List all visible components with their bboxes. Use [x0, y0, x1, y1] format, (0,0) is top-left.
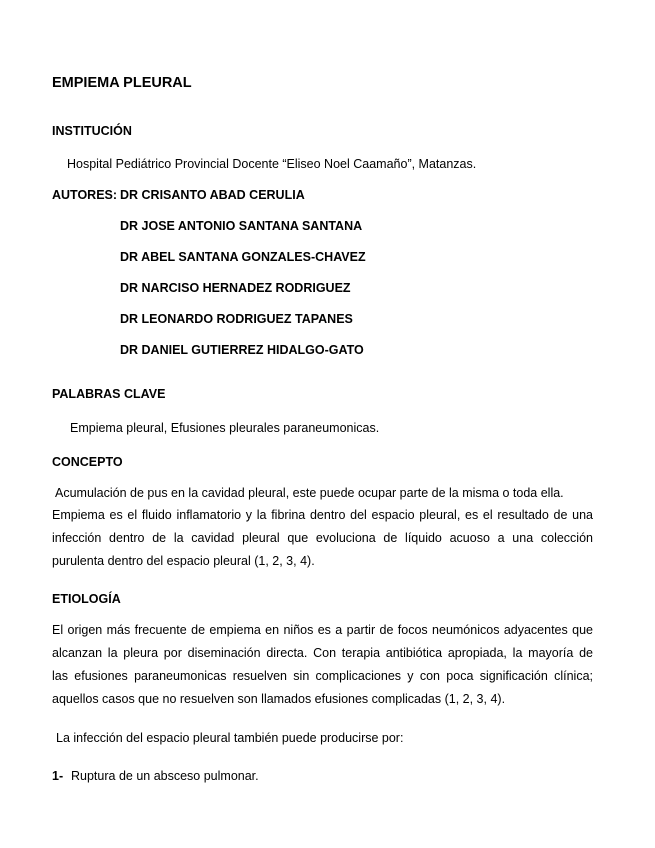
etiologia-line: aquellos casos que no resuelven son llamados efusiones complicadas (1, 2, 3, 4). — [52, 692, 506, 706]
author-name: DR DANIEL GUTIERREZ HIDALGO-GATO — [120, 343, 364, 357]
list-item-text: Ruptura de un absceso pulmonar. — [71, 769, 259, 783]
etiologia-line: El origen más frecuente de empiema en niños es a partir de focos neumónicos adyacentes que — [52, 623, 593, 637]
author-name: DR ABEL SANTANA GONZALES-CHAVEZ — [120, 250, 366, 264]
concepto-line: infección dentro de la cavidad pleural que evoluciona de líquido acuoso a una colección — [52, 531, 593, 545]
etiologia-heading: ETIOLOGÍA — [52, 592, 121, 606]
etiologia-intro: La infección del espacio pleural también puede producirse por: — [56, 731, 404, 745]
list-item-number: 1- — [52, 769, 64, 783]
author-name: DR NARCISO HERNADEZ RODRIGUEZ — [120, 281, 351, 295]
document-title: EMPIEMA PLEURAL — [52, 75, 192, 91]
concepto-line: purulenta dentro del espacio pleural (1, 2, 3, 4). — [52, 554, 315, 568]
institucion-text: Hospital Pediátrico Provincial Docente “Eliseo Noel Caamaño”, Matanzas. — [67, 157, 477, 171]
author-name: DR LEONARDO RODRIGUEZ TAPANES — [120, 312, 353, 326]
etiologia-line: las efusiones paraneumonicas resuelven sin complicaciones y con poca significación clínica; — [52, 669, 593, 683]
concepto-line: Acumulación de pus en la cavidad pleural, este puede ocupar parte de la misma o toda ella. — [55, 486, 564, 500]
author-name: DR JOSE ANTONIO SANTANA SANTANA — [120, 219, 363, 233]
palabras-clave-text: Empiema pleural, Efusiones pleurales paraneumonicas. — [70, 421, 380, 435]
institucion-heading: INSTITUCIÓN — [52, 124, 132, 138]
etiologia-line: alcanzan la pleura por diseminación directa. Con terapia antibiótica apropiada, la mayoría de — [52, 646, 593, 660]
author-name: DR CRISANTO ABAD CERULIA — [120, 188, 305, 202]
palabras-clave-heading: PALABRAS CLAVE — [52, 387, 166, 401]
concepto-heading: CONCEPTO — [52, 455, 123, 469]
autores-heading: AUTORES: — [52, 188, 118, 202]
concepto-line: Empiema es el fluido inflamatorio y la fibrina dentro del espacio pleural, es el resultado de una — [52, 508, 593, 522]
